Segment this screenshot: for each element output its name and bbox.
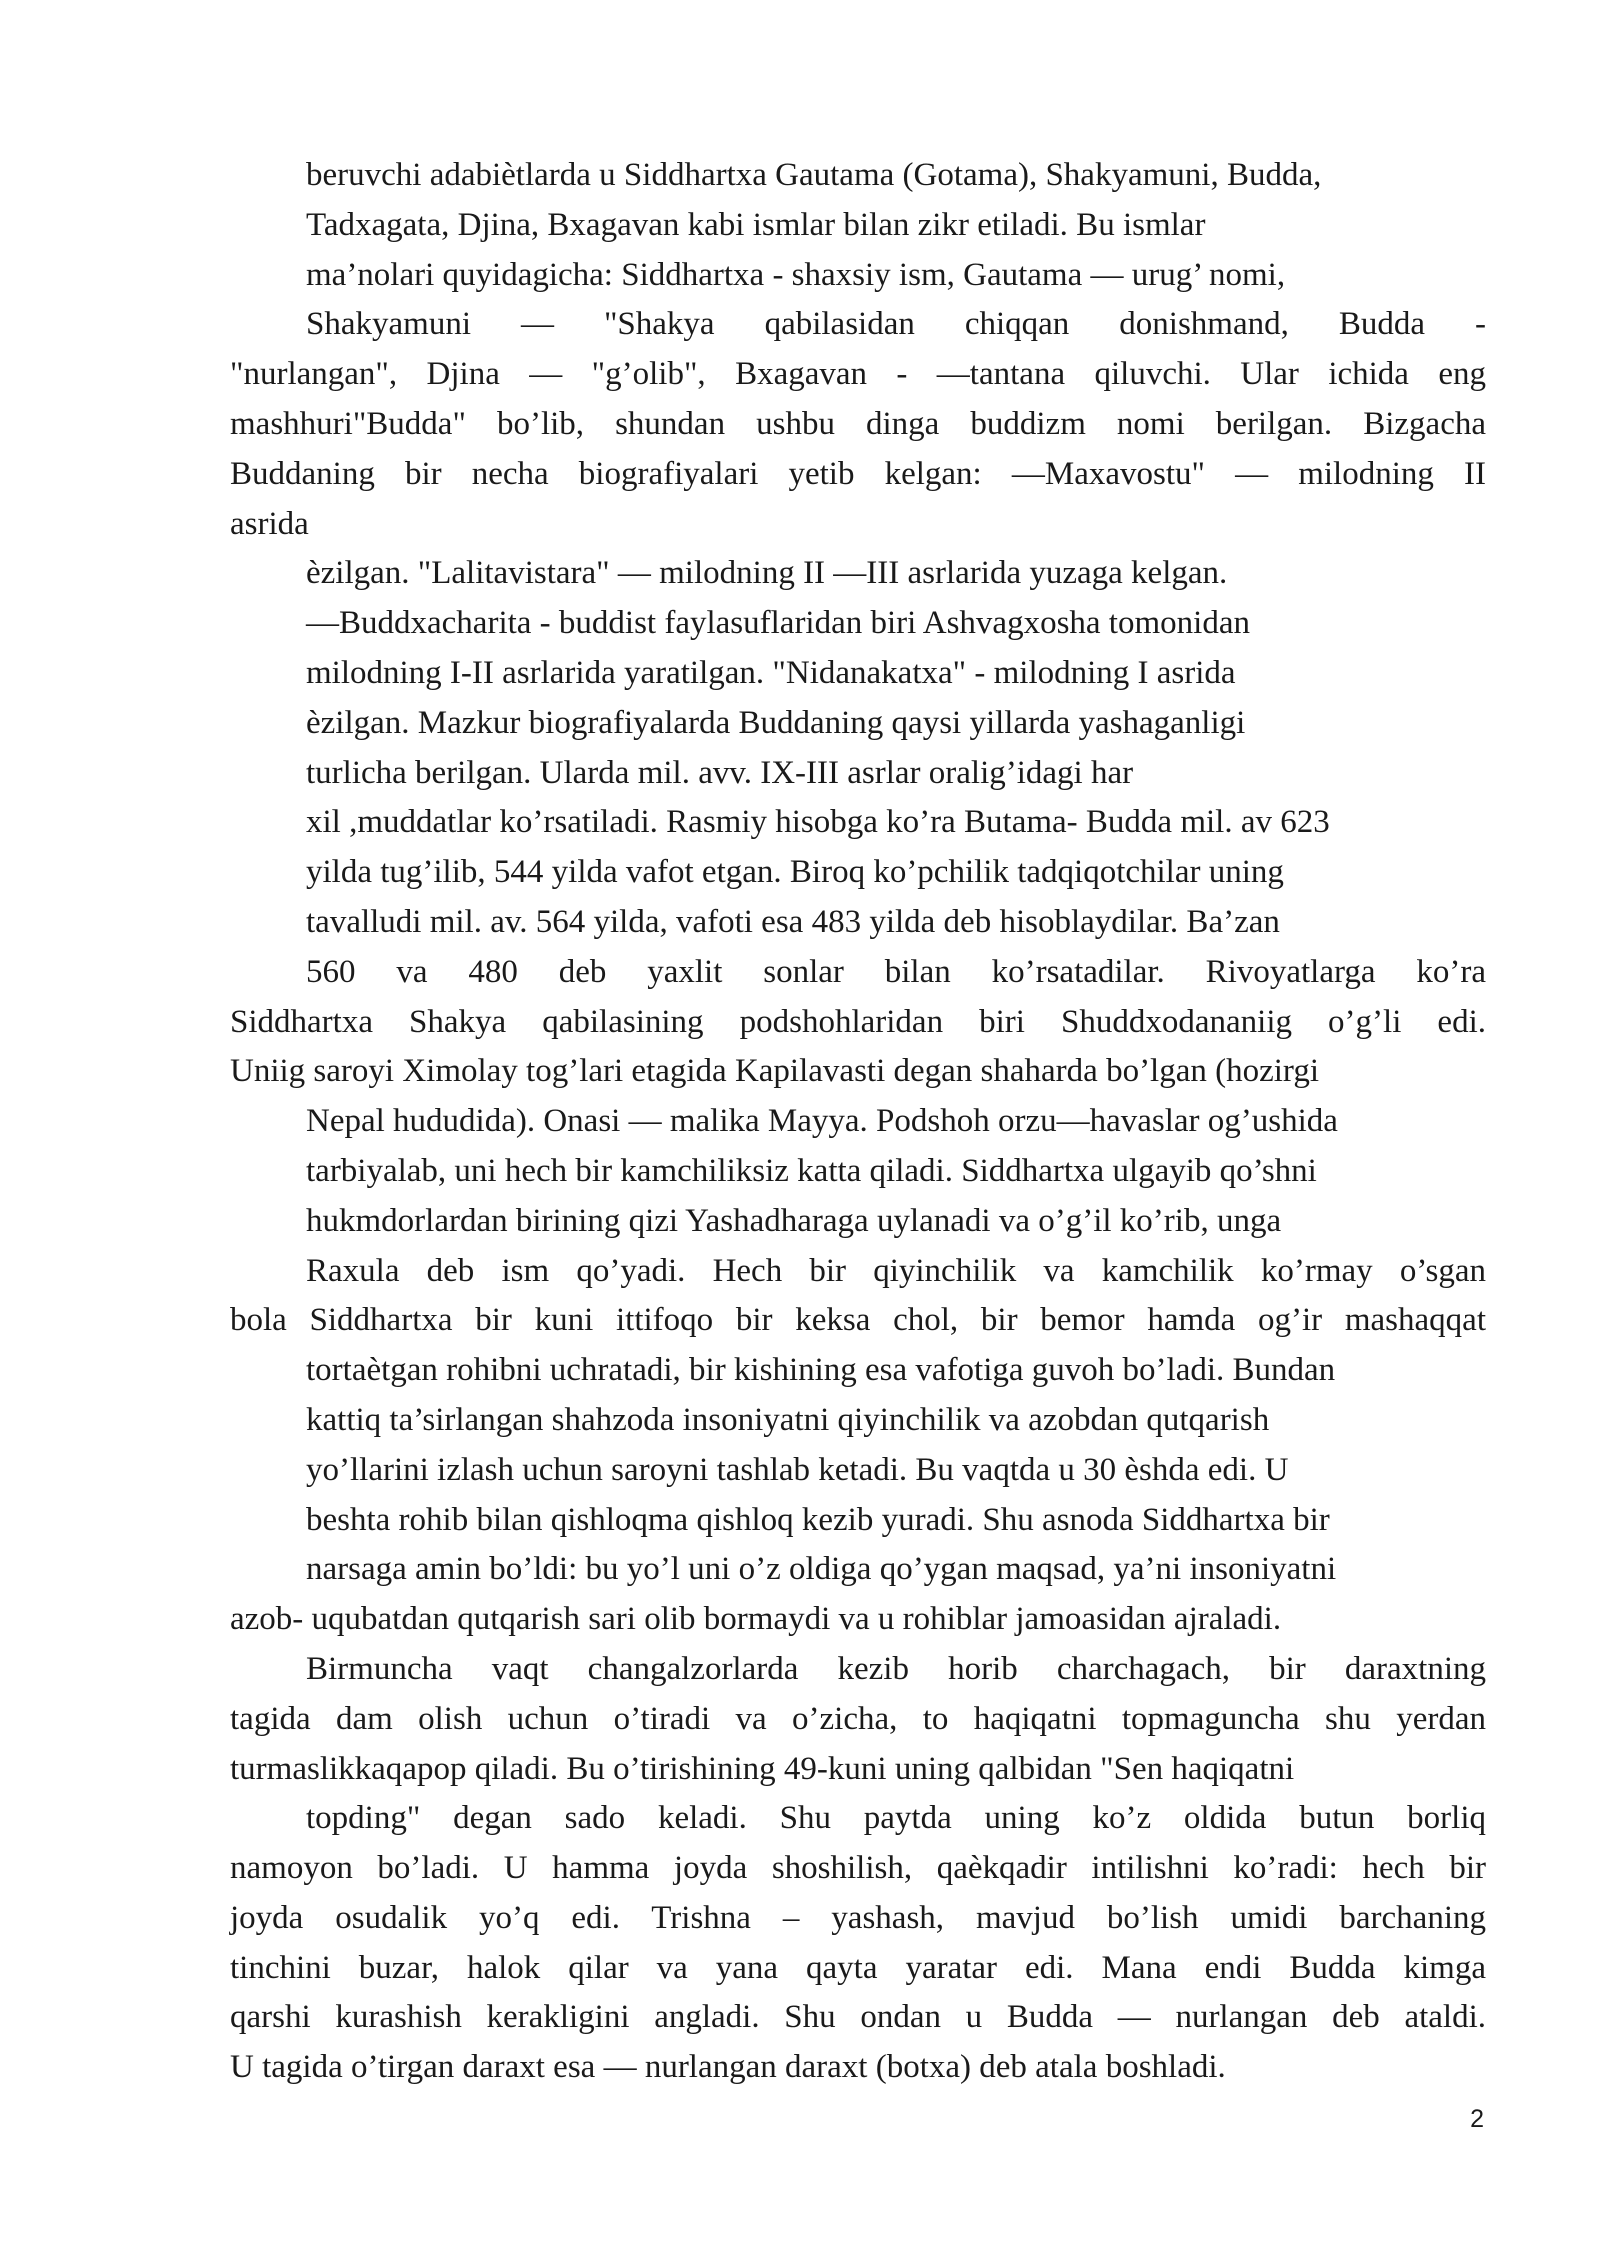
text-line: milodning I-II asrlarida yaratilgan. "Nidanakatxa" - milodning I asrida [306,654,1236,691]
text-line: asrida [230,505,309,542]
text-line: tarbiyalab, uni hech bir kamchiliksiz katta qiladi. Siddhartxa ulgayib qo’shni [306,1152,1317,1189]
text-line: Nepal hududida). Onasi — malika Mayya. Podshoh orzu—havaslar og’ushida [306,1103,1338,1140]
text-line: "nurlangan", Djina — "g’olib", Bxagavan - —tantana qiluvchi. Ular ichida eng [230,356,1486,393]
text-line: tinchini buzar, halok qilar va yana qayta yaratar edi. Mana endi Budda kimga [230,1949,1486,1986]
text-line: yo’llarini izlash uchun saroyni tashlab ketadi. Bu vaqtda u 30 èshda edi. U [306,1451,1289,1488]
text-line: qarshi kurashish kerakligini angladi. Shu ondan u Budda — nurlangan deb ataldi. [230,1999,1486,2036]
text-line: tortaètgan rohibni uchratadi, bir kishining esa vafotiga guvoh bo’ladi. Bundan [306,1352,1336,1389]
text-line: mashhuri"Budda" bo’lib, shundan ushbu dinga buddizm nomi berilgan. Bizgacha [230,405,1486,442]
text-line: bola Siddhartxa bir kuni ittifoqo bir keksa chol, bir bemor hamda og’ir mashaqqat [230,1302,1486,1339]
text-line: azob- uqubatdan qutqarish sari olib bormaydi va u rohiblar jamoasidan ajraladi. [230,1601,1282,1638]
text-line: Birmuncha vaqt changalzorlarda kezib horib charchagach, bir daraxtning [306,1650,1486,1687]
text-line: turmaslikkaqapop qiladi. Bu o’tirishining 49-kuni uning qalbidan "Sen haqiqatni [230,1750,1295,1787]
text-line: èzilgan. "Lalitavistara" — milodning II —III asrlarida yuzaga kelgan. [306,555,1228,592]
page-number: 2 [1470,2105,1484,2133]
text-line: Tadxagata, Djina, Bxagavan kabi ismlar bilan zikr etiladi. Bu ismlar [306,206,1206,243]
text-line: tavalludi mil. av. 564 yilda, vafoti esa 483 yilda deb hisoblaydilar. Ba’zan [306,903,1280,940]
body-text [230,151,1486,2093]
text-line: joyda osudalik yo’q edi. Trishna – yashash, mavjud bo’lish umidi barchaning [230,1899,1486,1936]
text-line: U tagida o’tirgan daraxt esa — nurlangan daraxt (botxa) deb atala boshladi. [230,2049,1226,2086]
text-line: hukmdorlardan birining qizi Yashadharaga uylanadi va o’g’il ko’rib, unga [306,1202,1282,1239]
text-line: beruvchi adabiètlarda u Siddhartxa Gautama (Gotama), Shakyamuni, Budda, [306,157,1322,193]
text-line: Uniig saroyi Ximolay tog’lari etagida Kapilavasti degan shaharda bo’lgan (hozirgi [230,1053,1319,1090]
text-line: namoyon bo’ladi. U hamma joyda shoshilish, qaèkqadir intilishni ko’radi: hech bir [230,1850,1486,1887]
text-line: kattiq ta’sirlangan shahzoda insoniyatni qiyinchilik va azobdan qutqarish [306,1401,1270,1438]
text-line: ma’nolari quyidagicha: Siddhartxa - shaxsiy ism, Gautama — urug’ nomi, [306,256,1286,293]
text-line: beshta rohib bilan qishloqma qishloq kezib yuradi. Shu asnoda Siddhartxa bir [306,1501,1330,1538]
text-line: Siddhartxa Shakya qabilasining podshohlaridan biri Shuddxodananiig o’g’li edi. [230,1003,1486,1040]
text-line: Shakyamuni — "Shakya qabilasidan chiqqan donishmand, Budda - [306,306,1486,343]
text-line: èzilgan. Mazkur biografiyalarda Buddaning qaysi yillarda yashaganligi [306,704,1246,741]
text-line: Buddaning bir necha biografiyalari yetib kelgan: —Maxavostu" — milodning II [230,455,1486,492]
text-line: —Buddxacharita - buddist faylasuflaridan biri Ashvagxosha tomonidan [306,605,1250,642]
text-line: tagida dam olish uchun o’tiradi va o’zicha, to haqiqatni topmaguncha shu yerdan [230,1700,1486,1737]
text-line: 560 va 480 deb yaxlit sonlar bilan ko’rsatadilar. Rivoyatlarga ko’ra [306,953,1486,990]
text-line: turlicha berilgan. Ularda mil. avv. IX-III asrlar oralig’idagi har [306,754,1134,791]
text-line: topding" degan sado keladi. Shu paytda uning ko’z oldida butun borliq [306,1800,1486,1837]
text-line: xil ,muddatlar ko’rsatiladi. Rasmiy hisobga ko’ra Butama- Budda mil. av 623 [306,804,1330,841]
text-line: Raxula deb ism qo’yadi. Hech bir qiyinchilik va kamchilik ko’rmay o’sgan [306,1252,1486,1289]
text-line: narsaga amin bo’ldi: bu yo’l uni o’z oldiga qo’ygan maqsad, ya’ni insoniyatni [306,1551,1337,1588]
text-line: yilda tug’ilib, 544 yilda vafot etgan. Biroq ko’pchilik tadqiqotchilar uning [306,854,1284,891]
